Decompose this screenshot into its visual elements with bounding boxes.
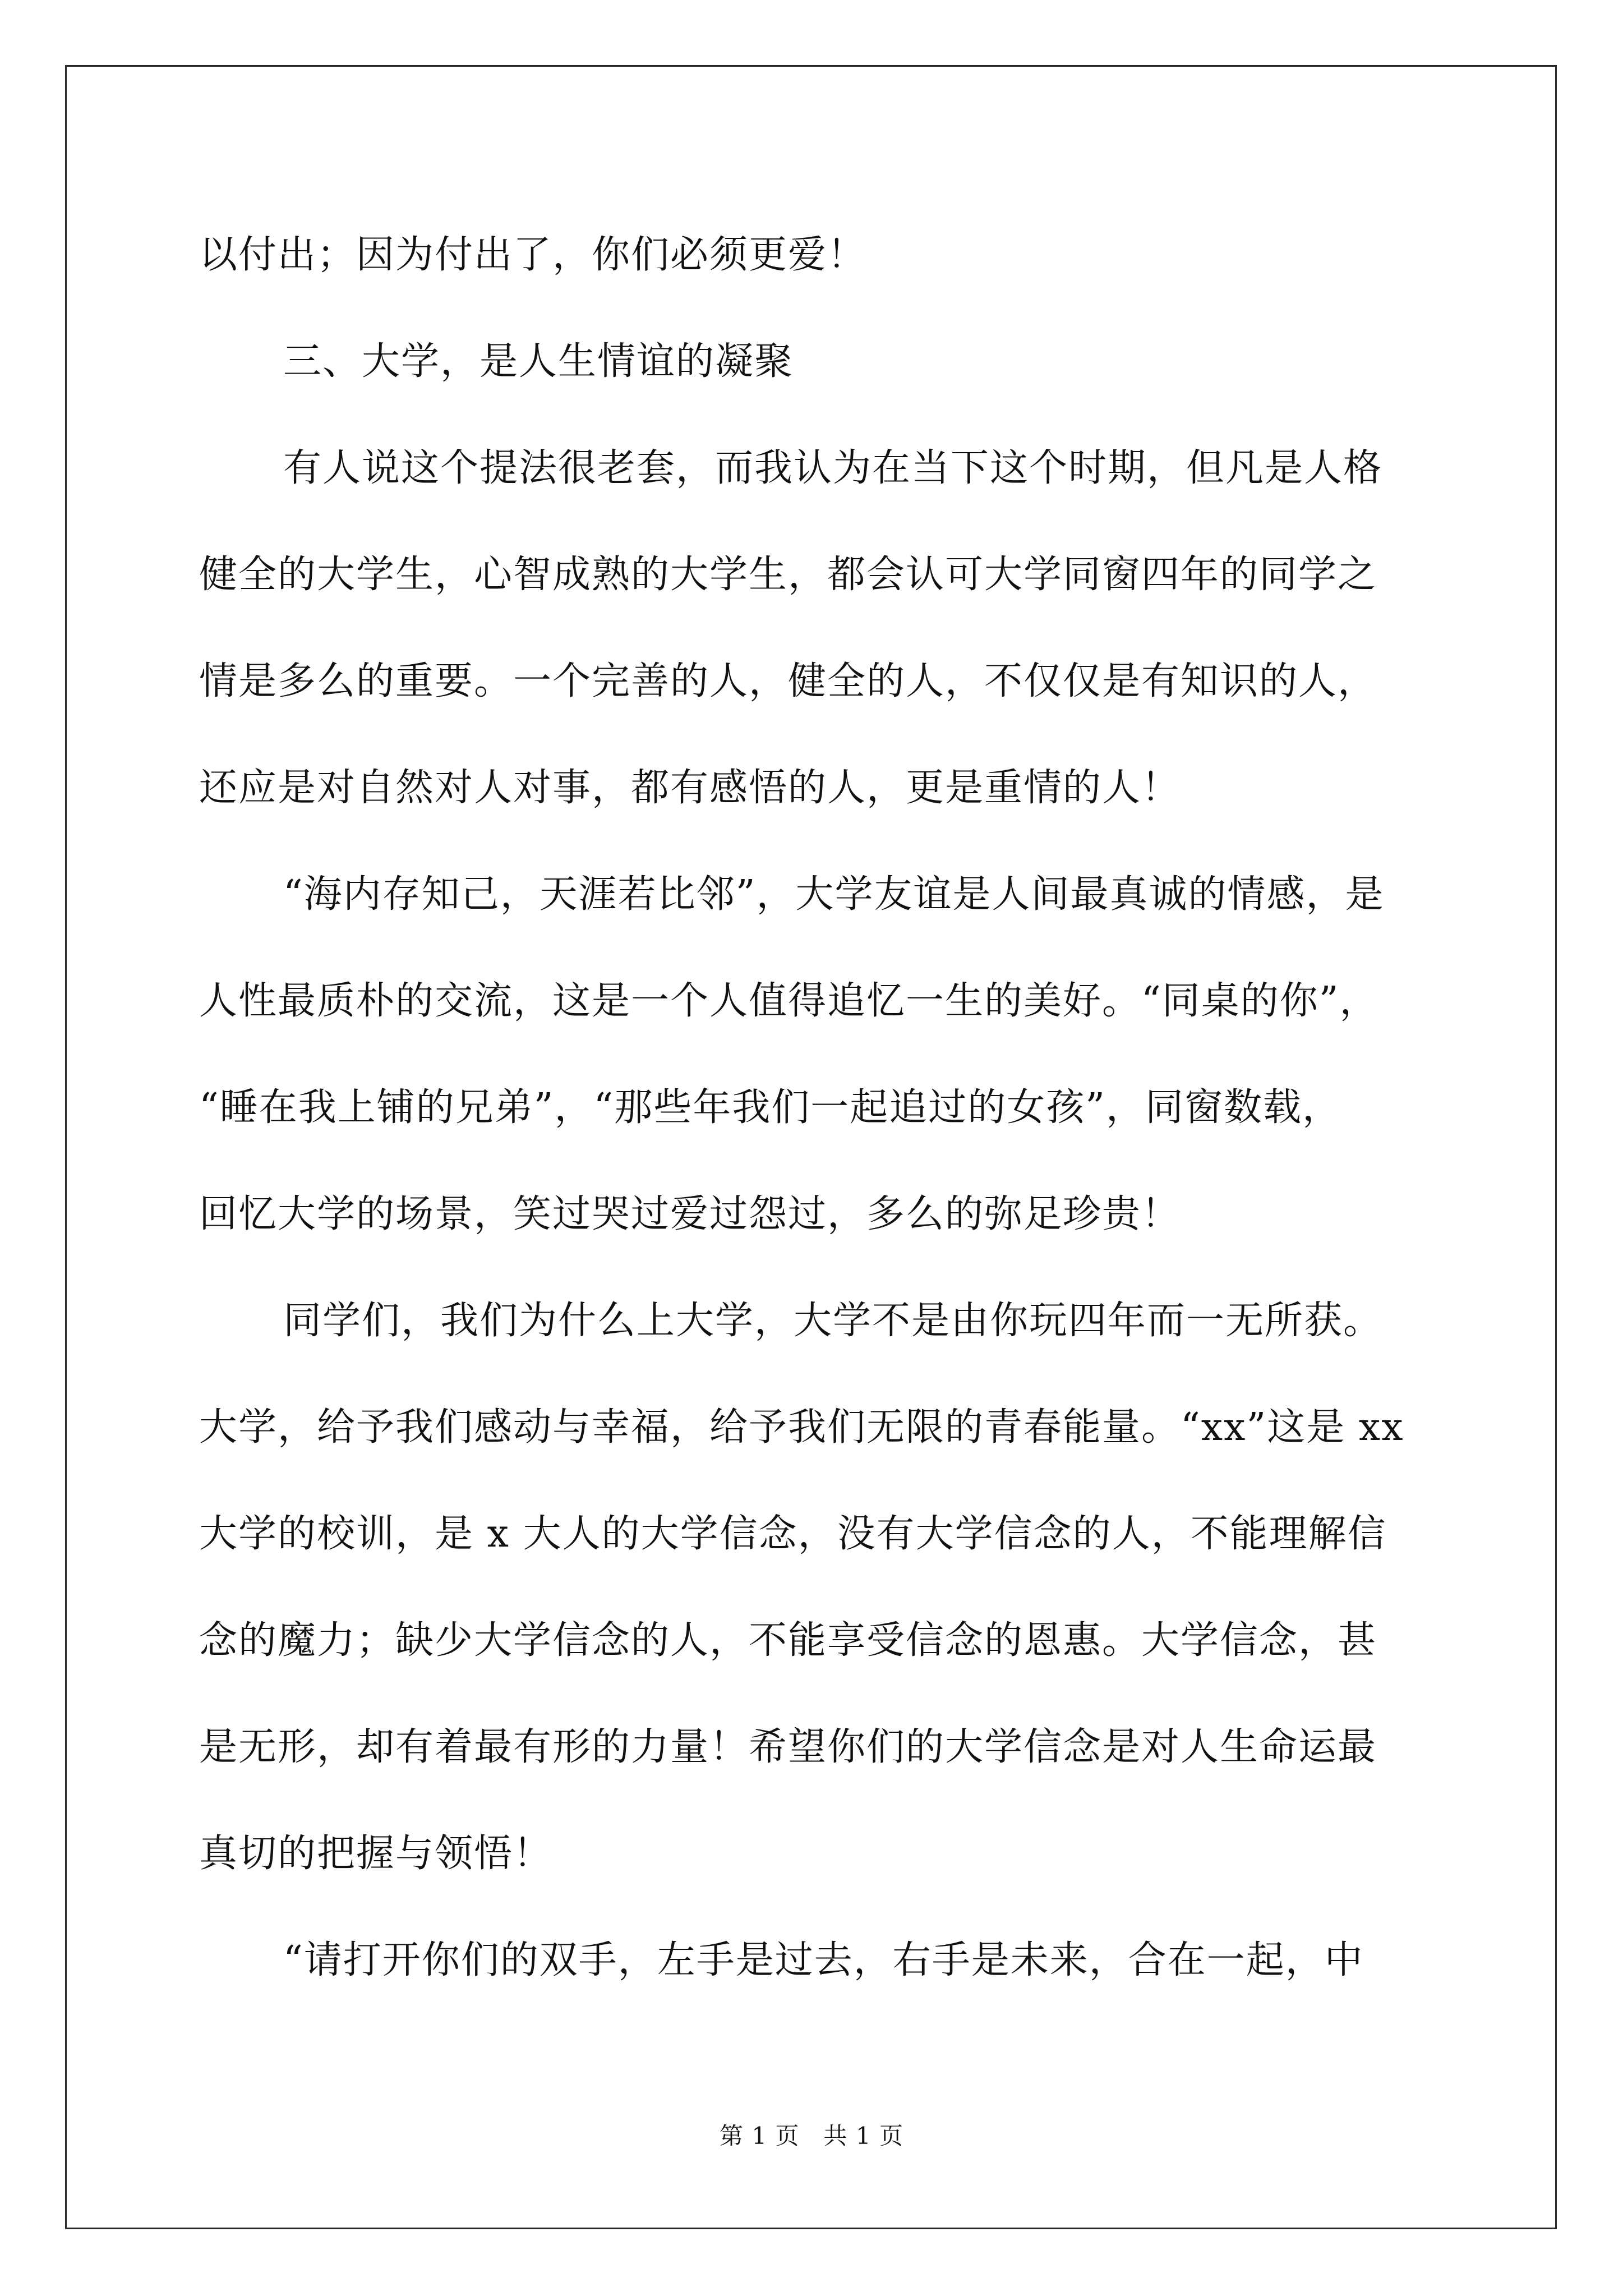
text-line: “请打开你们的双手，左手是过去，右手是未来，合在一起，中 [283, 1938, 1364, 1982]
text-line: 大学的校训，是 x 大人的大学信念，没有大学信念的人，不能理解信 [199, 1512, 1387, 1556]
text-line: “睡在我上铺的兄弟”，“那些年我们一起追过的女孩”，同窗数载， [199, 1085, 1342, 1130]
page-footer: 第 1 页 共 1 页 [720, 2122, 903, 2150]
text-line: 回忆大学的场景，笑过哭过爱过怨过，多么的弥足珍贵！ [199, 1192, 1181, 1236]
text-line: 情是多么的重要。一个完善的人，健全的人，不仅仅是有知识的人， [199, 659, 1377, 703]
text-line: 人性最质朴的交流，这是一个人值得追忆一生的美好。“同桌的你”， [199, 979, 1379, 1023]
text-line: 是无形，却有着最有形的力量！希望你们的大学信念是对人生命运最 [199, 1725, 1377, 1769]
text-line: 同学们，我们为什么上大学，大学不是由你玩四年而一无所获。 [283, 1299, 1383, 1343]
text-line: 健全的大学生，心智成熟的大学生，都会认可大学同窗四年的同学之 [199, 553, 1377, 597]
text-line: 真切的把握与领悟！ [199, 1832, 553, 1876]
text-line: 大学，给予我们感动与幸福，给予我们无限的青春能量。“xx”这是 xx [199, 1405, 1404, 1450]
text-line: “海内存知己，天涯若比邻”，大学友谊是人间最真诚的情感，是 [283, 872, 1385, 917]
text-line: 有人说这个提法很老套，而我认为在当下这个时期，但凡是人格 [283, 446, 1383, 490]
document-body [199, 202, 1433, 2014]
text-line: 以付出；因为付出了，你们必须更爱！ [199, 233, 867, 277]
text-line: 念的魔力；缺少大学信念的人，不能享受信念的恩惠。大学信念，甚 [199, 1618, 1377, 1663]
text-line: 还应是对自然对人对事，都有感悟的人，更是重情的人！ [199, 766, 1181, 810]
section-heading: 三、大学，是人生情谊的凝聚 [283, 339, 794, 384]
